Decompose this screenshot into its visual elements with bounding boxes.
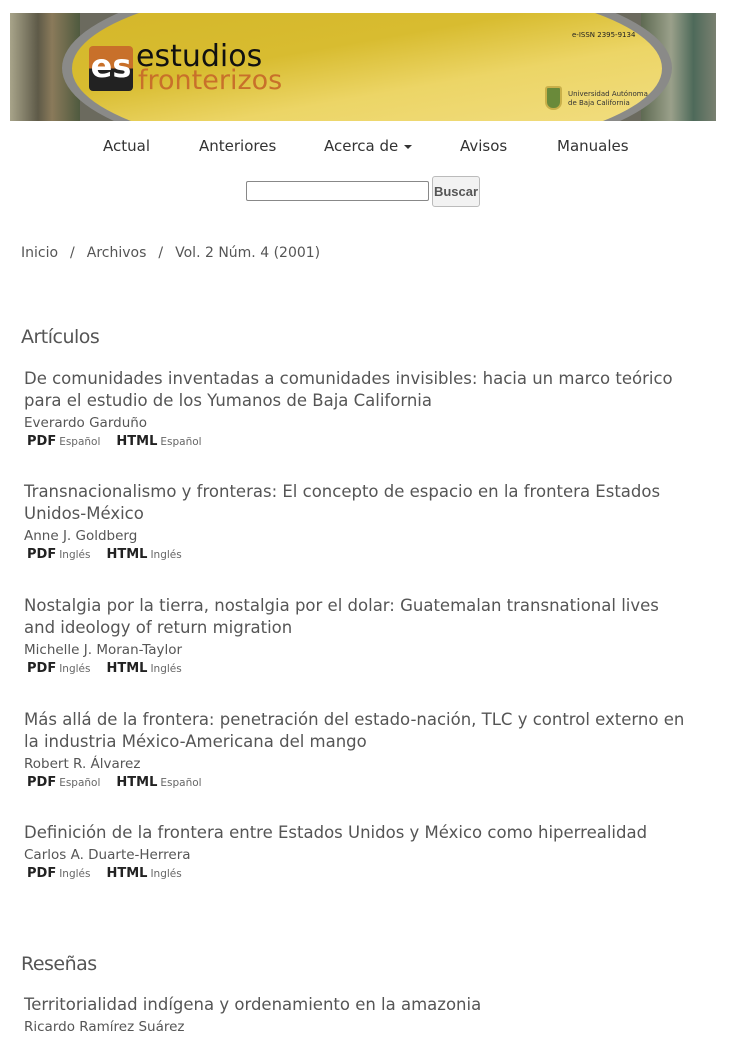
university-name [568, 90, 648, 108]
search-input[interactable] [246, 181, 429, 201]
galley-label: PDF [27, 866, 57, 881]
galley-label: PDF [27, 775, 57, 790]
breadcrumb-current: Vol. 2 Núm. 4 (2001) [175, 245, 321, 261]
article-title[interactable]: Más allá de la frontera: penetración del estado-nación, TLC y control externo en la industria México-Americana del mango [24, 710, 685, 751]
university-line2: de Baja California [568, 99, 630, 107]
galley-label: HTML [106, 866, 148, 881]
galley-language: Español [160, 777, 202, 789]
galley-link-html[interactable] [116, 775, 217, 790]
nav-acerca-de[interactable] [324, 137, 412, 155]
galley-links [24, 547, 694, 562]
logo-text-fronterizos: fronterizos [138, 65, 283, 96]
article-item [24, 481, 694, 562]
university-line1: Universidad Autónoma [568, 90, 648, 98]
galley-language: Inglés [59, 663, 91, 675]
breadcrumb-archivos[interactable]: Archivos [86, 245, 147, 261]
galley-language: Español [160, 436, 202, 448]
article-title[interactable]: Definición de la frontera entre Estados Unidos y México como hiperrealidad [24, 823, 648, 842]
article-title[interactable]: Transnacionalismo y fronteras: El concepto de espacio en la frontera Estados Unidos-México [24, 482, 661, 523]
galley-link-html[interactable] [106, 661, 197, 676]
article-author: Carlos A. Duarte-Herrera [24, 847, 191, 863]
galley-link-pdf[interactable] [27, 547, 106, 562]
article-item [24, 709, 694, 790]
galley-link-pdf[interactable] [27, 866, 106, 881]
article-item [24, 595, 694, 676]
article-author: Ricardo Ramírez Suárez [24, 1019, 185, 1035]
article-title[interactable]: Territorialidad indígena y ordenamiento en la amazonia [24, 995, 482, 1014]
galley-language: Inglés [150, 549, 182, 561]
galley-links [24, 661, 694, 676]
main-nav [0, 137, 732, 157]
galley-label: HTML [106, 661, 148, 676]
section-title-resenas: Reseñas [21, 953, 97, 975]
galley-link-html[interactable] [116, 434, 217, 449]
university-shield-icon [545, 86, 562, 110]
galley-links [24, 434, 694, 449]
article-author: Michelle J. Moran-Taylor [24, 642, 183, 658]
nav-avisos[interactable]: Avisos [460, 137, 508, 155]
galley-label: HTML [116, 434, 158, 449]
nav-anteriores[interactable]: Anteriores [199, 137, 277, 155]
galley-language: Español [59, 436, 101, 448]
galley-links [24, 866, 694, 881]
nav-acerca-de-label: Acerca de [324, 137, 399, 155]
breadcrumb-separator: / [158, 245, 164, 261]
nav-manuales[interactable]: Manuales [557, 137, 629, 155]
galley-language: Inglés [150, 868, 182, 880]
galley-label: HTML [116, 775, 158, 790]
search-button[interactable]: Buscar [432, 176, 480, 207]
galley-link-html[interactable] [106, 866, 197, 881]
article-author: Anne J. Goldberg [24, 528, 138, 544]
breadcrumb-inicio[interactable]: Inicio [21, 245, 59, 261]
galley-label: PDF [27, 661, 57, 676]
caret-down-icon [404, 145, 412, 149]
issn: e-ISSN 2395-9134 [572, 31, 636, 39]
galley-links [24, 775, 694, 790]
galley-link-pdf[interactable] [27, 775, 116, 790]
section-title-articulos: Artículos [21, 326, 100, 348]
galley-link-pdf[interactable] [27, 434, 116, 449]
article-item [24, 994, 694, 1037]
article-author: Everardo Garduño [24, 415, 148, 431]
logo-mark: es [89, 46, 133, 91]
galley-link-pdf[interactable] [27, 661, 106, 676]
article-item [24, 822, 694, 881]
header-banner[interactable] [10, 13, 716, 121]
galley-label: HTML [106, 547, 148, 562]
logo-text-estudios: estudios [136, 39, 263, 74]
article-title[interactable]: Nostalgia por la tierra, nostalgia por el dolar: Guatemalan transnational lives and ideology of return migration [24, 596, 659, 637]
galley-label: PDF [27, 434, 57, 449]
article-author: Robert R. Álvarez [24, 756, 141, 772]
galley-language: Inglés [59, 549, 91, 561]
breadcrumb-separator: / [70, 245, 75, 261]
article-item [24, 368, 694, 449]
galley-label: PDF [27, 547, 57, 562]
nav-actual[interactable]: Actual [103, 137, 150, 155]
galley-language: Español [59, 777, 101, 789]
galley-link-html[interactable] [106, 547, 197, 562]
galley-language: Inglés [150, 663, 182, 675]
galley-language: Inglés [59, 868, 91, 880]
article-title[interactable]: De comunidades inventadas a comunidades invisibles: hacia un marco teórico para el estudio de los Yumanos de Baja California [24, 369, 673, 410]
breadcrumb [21, 245, 320, 261]
